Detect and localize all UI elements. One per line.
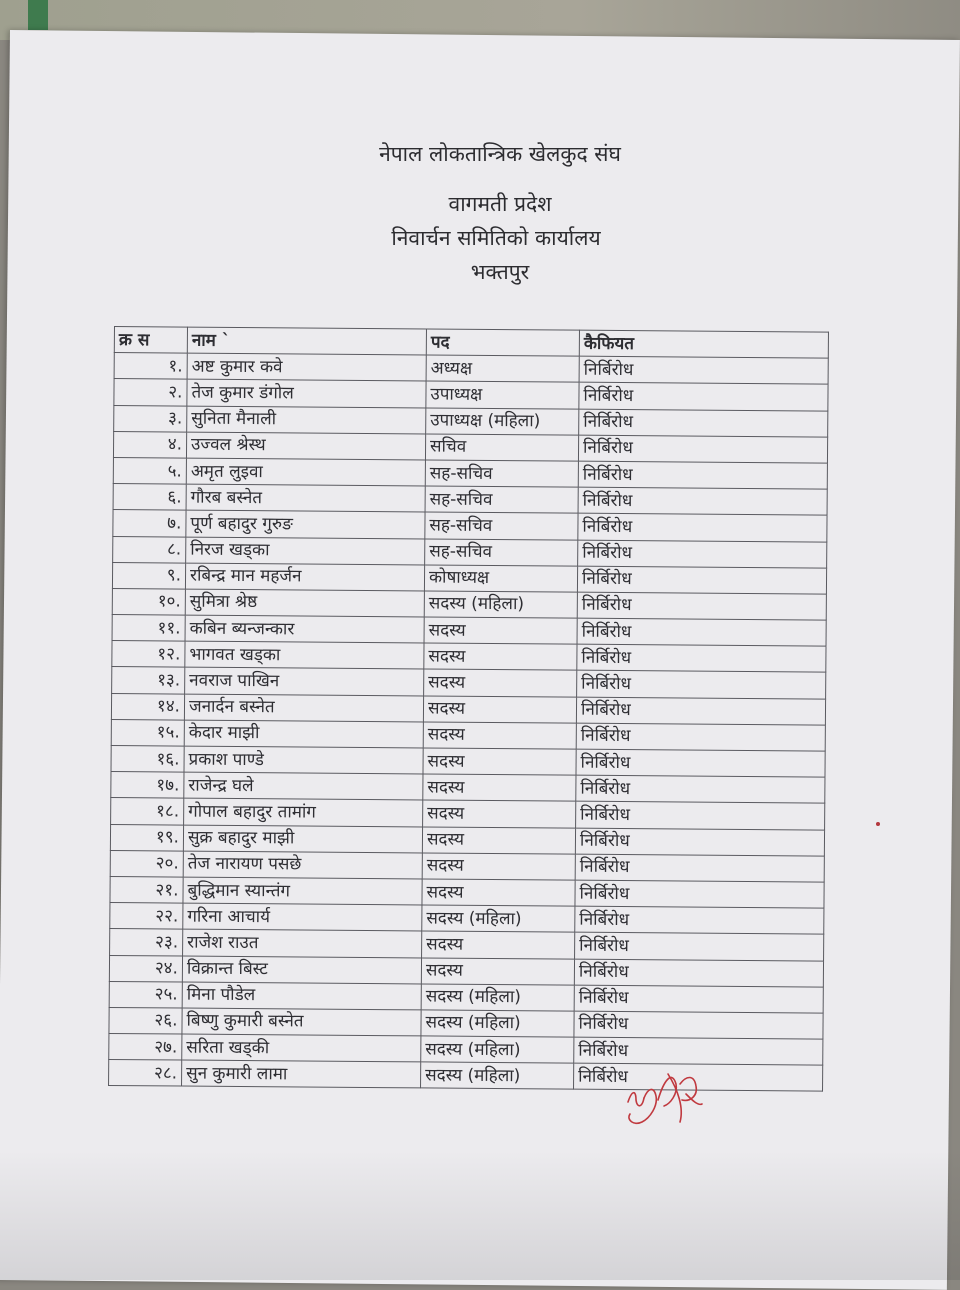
column-header-serial: क्र स — [114, 327, 187, 354]
remarks-cell: निर्बिरोध — [579, 356, 828, 384]
name-cell: केदार माझी — [184, 720, 423, 748]
remarks-cell: निर्बिरोध — [578, 461, 827, 489]
remarks-cell: निर्बिरोध — [578, 513, 827, 541]
handwritten-signature — [620, 1060, 710, 1140]
post-cell: सदस्य (महिला) — [421, 1010, 574, 1037]
remarks-cell: निर्बिरोध — [578, 540, 827, 568]
post-cell: सदस्य (महिला) — [421, 1036, 574, 1063]
organization-title: नेपाल लोकतान्त्रिक खेलकुद संघ — [379, 142, 621, 166]
post-cell: सदस्य — [423, 696, 576, 723]
remarks-cell: निर्बिरोध — [579, 409, 828, 437]
serial-cell: ११. — [112, 615, 185, 642]
remarks-cell: निर्बिरोध — [576, 723, 825, 751]
post-cell: सदस्य — [422, 827, 575, 854]
column-header-remarks: कैफियत — [579, 330, 828, 358]
post-cell: सचिव — [425, 434, 578, 461]
post-cell: सदस्य — [424, 669, 577, 696]
remarks-cell: निर्बिरोध — [577, 566, 826, 594]
serial-cell: ९. — [112, 562, 185, 589]
name-cell: जनार्दन बस्नेत — [184, 694, 423, 722]
name-cell: सुन कुमारी लामा — [182, 1060, 421, 1088]
serial-cell: १०. — [112, 588, 185, 615]
ink-spot — [876, 822, 880, 826]
serial-cell: ८. — [113, 536, 186, 563]
serial-cell: २. — [114, 379, 187, 406]
serial-cell: १३. — [112, 667, 185, 694]
green-folder-tab — [28, 0, 48, 30]
remarks-cell: निर्बिरोध — [577, 671, 826, 699]
serial-cell: २५. — [109, 981, 182, 1008]
post-cell: सदस्य — [424, 643, 577, 670]
name-cell: सुमित्रा श्रेष्ठ — [185, 589, 424, 617]
serial-cell: २६. — [109, 1007, 182, 1034]
post-cell: सदस्य — [423, 722, 576, 749]
remarks-cell: निर्बिरोध — [574, 985, 823, 1013]
post-cell: सह-सचिव — [425, 460, 578, 487]
name-cell: राजेन्द्र घले — [184, 772, 423, 800]
serial-cell: २७. — [109, 1034, 182, 1061]
post-cell: सदस्य — [424, 617, 577, 644]
serial-cell: २२. — [110, 903, 183, 930]
name-cell: सुनिता मैनाली — [187, 406, 426, 434]
serial-cell: ६. — [113, 484, 186, 511]
name-cell: राजेश राउत — [183, 929, 422, 957]
serial-cell: ७. — [113, 510, 186, 537]
name-cell: गोपाल बहादुर तामांग — [184, 798, 423, 826]
remarks-cell: निर्बिरोध — [577, 592, 826, 620]
name-cell: पूर्ण बहादुर गुरुङ — [186, 510, 425, 538]
name-cell: भागवत खड्का — [185, 641, 424, 669]
serial-cell: ४. — [113, 431, 186, 458]
remarks-cell: निर्बिरोध — [575, 880, 824, 908]
serial-cell: ५. — [113, 457, 186, 484]
name-cell: बुद्धिमान स्यान्तंग — [183, 877, 422, 905]
column-header-post: पद — [426, 329, 579, 356]
serial-cell: १७. — [111, 772, 184, 799]
serial-cell: २८. — [109, 1060, 182, 1087]
table-row — [109, 1060, 823, 1092]
name-cell: कबिन ब्यन्जन्कार — [185, 615, 424, 643]
remarks-cell: निर्बिरोध — [579, 383, 828, 411]
post-cell: सदस्य (महिला) — [422, 905, 575, 932]
province-title: वागमती प्रदेश — [448, 192, 552, 216]
district-title: भक्तपुर — [470, 260, 530, 284]
remarks-cell: निर्बिरोध — [574, 1011, 823, 1039]
remarks-cell: निर्बिरोध — [576, 697, 825, 725]
name-cell: विक्रान्त बिस्ट — [182, 956, 421, 984]
name-cell: अष्ट कुमार कवे — [187, 353, 426, 381]
remarks-cell: निर्बिरोध — [574, 1037, 823, 1065]
name-cell: सरिता खड्की — [182, 1034, 421, 1062]
remarks-cell: निर्बिरोध — [577, 644, 826, 672]
post-cell: सदस्य (महिला) — [421, 1062, 574, 1089]
remarks-cell: निर्बिरोध — [576, 775, 825, 803]
post-cell: सदस्य — [421, 957, 574, 984]
office-title: निवार्चन समितिको कार्यालय — [391, 226, 601, 250]
serial-cell: १२. — [112, 641, 185, 668]
post-cell: सदस्य (महिला) — [421, 984, 574, 1011]
name-cell: नवराज पाखिन — [185, 668, 424, 696]
name-cell: बिष्णु कुमारी बस्नेत — [182, 1008, 421, 1036]
post-cell: सह-सचिव — [425, 538, 578, 565]
post-cell: उपाध्यक्ष — [426, 381, 579, 408]
post-cell: सदस्य — [423, 774, 576, 801]
serial-cell: १४. — [111, 693, 184, 720]
post-cell: सह-सचिव — [425, 486, 578, 513]
post-cell: सह-सचिव — [425, 512, 578, 539]
remarks-cell: निर्बिरोध — [575, 932, 824, 960]
name-cell: सुक्र बहादुर माझी — [183, 825, 422, 853]
post-cell: उपाध्यक्ष (महिला) — [426, 408, 579, 435]
post-cell: सदस्य — [422, 879, 575, 906]
post-cell: कोषाध्यक्ष — [424, 565, 577, 592]
name-cell: तेज कुमार डंगोल — [187, 379, 426, 407]
column-header-name: नाम ` — [187, 327, 426, 355]
name-cell: गौरब बस्नेत — [186, 484, 425, 512]
serial-cell: २०. — [110, 850, 183, 877]
serial-cell: १८. — [111, 798, 184, 825]
post-cell: सदस्य — [423, 800, 576, 827]
remarks-cell: निर्बिरोध — [574, 1063, 823, 1091]
remarks-cell: निर्बिरोध — [578, 487, 827, 515]
table-body — [109, 353, 829, 1092]
remarks-cell: निर्बिरोध — [575, 828, 824, 856]
name-cell: प्रकाश पाण्डे — [184, 746, 423, 774]
serial-cell: ३. — [114, 405, 187, 432]
name-cell: निरज खड्का — [186, 537, 425, 565]
name-cell: उज्वल श्रेस्थ — [186, 432, 425, 460]
name-cell: तेज नारायण पसछे — [183, 851, 422, 879]
remarks-cell: निर्बिरोध — [576, 749, 825, 777]
serial-cell: २१. — [110, 876, 183, 903]
remarks-cell: निर्बिरोध — [575, 854, 824, 882]
remarks-cell: निर्बिरोध — [575, 906, 824, 934]
post-cell: अध्यक्ष — [426, 355, 579, 382]
serial-cell: २४. — [109, 955, 182, 982]
remarks-cell: निर्बिरोध — [578, 435, 827, 463]
name-cell: मिना पौडेल — [182, 982, 421, 1010]
serial-cell: १९. — [110, 824, 183, 851]
serial-cell: १. — [114, 353, 187, 380]
remarks-cell: निर्बिरोध — [577, 618, 826, 646]
committee-table — [108, 326, 829, 1092]
serial-cell: १६. — [111, 745, 184, 772]
post-cell: सदस्य — [422, 931, 575, 958]
post-cell: सदस्य (महिला) — [424, 591, 577, 618]
name-cell: गरिना आचार्य — [183, 903, 422, 931]
serial-cell: २३. — [110, 929, 183, 956]
remarks-cell: निर्बिरोध — [574, 959, 823, 987]
post-cell: सदस्य — [422, 853, 575, 880]
name-cell: रबिन्द्र मान महर्जन — [185, 563, 424, 591]
post-cell: सदस्य — [423, 748, 576, 775]
serial-cell: १५. — [111, 719, 184, 746]
name-cell: अमृत लुइवा — [186, 458, 425, 486]
remarks-cell: निर्बिरोध — [576, 802, 825, 830]
